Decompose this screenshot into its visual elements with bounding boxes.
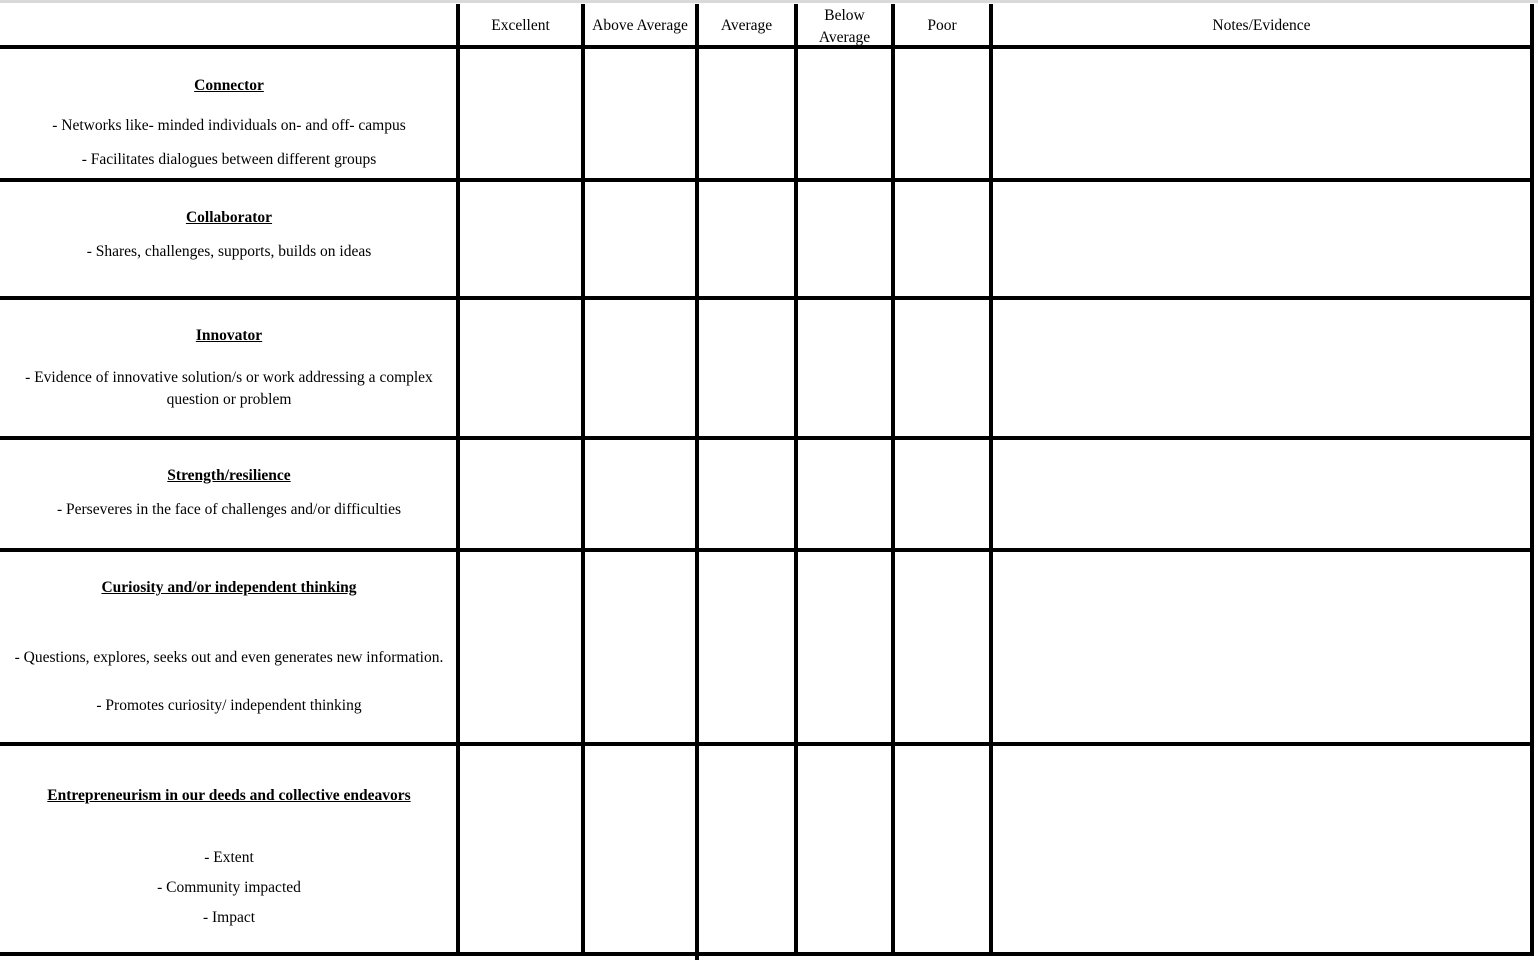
criterion-item: - Networks like- minded individuals on- and off- campus — [52, 117, 406, 134]
grid-hline — [0, 952, 1534, 956]
criterion-item: - Evidence of innovative solution/s or work addressing a complex question or problem — [25, 369, 433, 408]
criterion-title: Entrepreneurism in our deeds and collective endeavors — [47, 787, 411, 804]
header-below-average: Below Average — [818, 6, 871, 46]
criterion-strength-resilience — [0, 440, 458, 548]
grid-vline — [891, 4, 895, 956]
criterion-item: - Promotes curiosity/ independent thinking — [96, 697, 362, 714]
header-average: Average — [720, 16, 773, 34]
grid-vline — [581, 4, 585, 956]
header-notes-evidence: Notes/Evidence — [1212, 16, 1311, 34]
criterion-entrepreneurism — [0, 746, 458, 952]
criterion-curiosity — [0, 552, 458, 742]
criterion-connector — [0, 49, 458, 178]
grid-vline — [695, 4, 699, 960]
header-above-average: Above Average — [592, 16, 688, 34]
criterion-innovator — [0, 300, 458, 436]
criterion-item: - Community impacted — [157, 879, 301, 896]
grid-vline — [794, 4, 798, 956]
grid-vline — [1530, 4, 1534, 956]
criterion-title: Connector — [194, 77, 264, 94]
criterion-item: - Questions, explores, seeks out and even generates new information. — [14, 649, 444, 666]
top-border — [0, 0, 1538, 3]
header-poor: Poor — [927, 16, 957, 34]
criterion-item: - Impact — [202, 909, 256, 926]
criterion-item: - Shares, challenges, supports, builds on ideas — [86, 243, 372, 260]
criterion-item: - Extent — [204, 849, 254, 866]
criterion-title: Curiosity and/or independent thinking — [101, 579, 357, 596]
header-excellent: Excellent — [491, 16, 550, 34]
criterion-item: - Perseveres in the face of challenges and/or difficulties — [56, 501, 402, 518]
criterion-title: Innovator — [195, 327, 263, 344]
criterion-collaborator — [0, 182, 458, 296]
criterion-title: Strength/resilience — [167, 467, 291, 484]
criterion-item: - Facilitates dialogues between different groups — [81, 151, 377, 168]
criterion-title: Collaborator — [185, 209, 273, 226]
grid-vline — [989, 4, 993, 956]
